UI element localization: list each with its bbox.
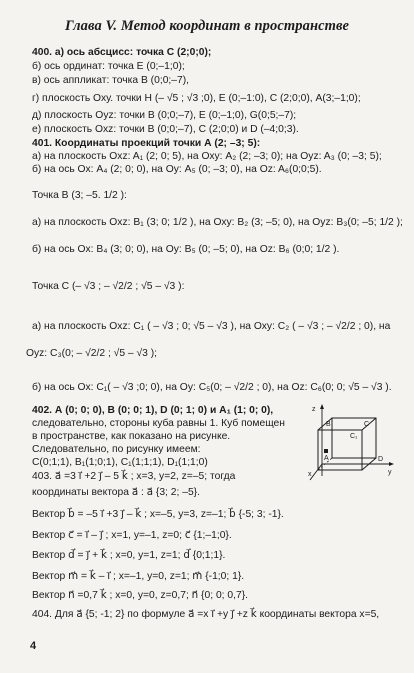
x-axis-line	[310, 464, 322, 480]
text-line: а) на плоскость Oxz: A₁ (2; 0; 5), на Оху: A₂ (2; –3; 0); на Oyz: A₃ (0; –3; 5);	[32, 151, 382, 162]
text-line: а) на плоскость Oxz: C₁ ( – √3 ; 0; √5 – √3 ), на Оху: C₂ ( – √3 ; – √2/2 ; 0), на	[32, 321, 391, 332]
text-line: г) плоскость Оху. точки Н (– √5 ; √3 ;0), Е (0;–1:0), С (2;0;0), А(3;–1;0);	[32, 93, 361, 104]
text-line: 403. a⃗ =3 i⃗ +2 j⃗ – 5 k⃗ ; х=3, у=2, z=–5; тогда	[32, 471, 236, 482]
text-line: в пространстве, как показано на рисунке.	[32, 431, 231, 442]
chapter-title: Глава V. Метод координат в пространстве	[65, 18, 349, 34]
y-axis-arrow	[389, 462, 394, 466]
text-line: д) плоскость Oyz: точки В (0;0;–7), Е (0;–1;0), G(0;5;–7);	[32, 110, 297, 121]
text-line: Вектор m⃗ = k⃗ – i⃗ ; х=–1, у=0, z=1; m⃗ {-1;0; 1}.	[32, 571, 245, 582]
text-line: 400. а) ось абсцисс: точка С (2;0;0);	[32, 47, 212, 58]
text-line: 404. Для a⃗ {5; -1; 2} по формуле a⃗ =x i⃗ +y j⃗ +z k⃗ координаты вектора x=5,	[32, 609, 380, 620]
label-c1: C₁	[350, 433, 358, 440]
cube-figure	[308, 404, 394, 482]
text-line: 401. Координаты проекций точки А (2; –3; 5):	[32, 138, 261, 149]
text-line: Вектор b⃗ = –5 i⃗ +3 j⃗ – k⃗ ; х=–5, у=3, z=–1; b⃗ {-5; 3; -1}.	[32, 509, 284, 520]
text-line: 402. А (0; 0; 0), В (0; 0; 1), D (0; 1; 0) и A₁ (1; 0; 0),	[32, 405, 274, 416]
label-x: x	[308, 471, 312, 478]
text-line: координаты вектора a⃗ : a⃗ {3; 2; –5}.	[32, 487, 200, 498]
label-y: y	[388, 469, 392, 476]
cube-center-marker	[324, 449, 328, 453]
label-a: A	[324, 455, 329, 462]
z-axis-arrow	[320, 404, 324, 409]
text-line: следовательно, стороны куба равны 1. Куб помещен	[32, 418, 285, 429]
text-line: Вектор n⃗ =0,7 k⃗ ; х=0, у=0, z=0,7; n⃗ {0; 0; 0,7}.	[32, 590, 249, 601]
text-line: б) на ось Ох: B₄ (3; 0; 0), на Оу: B₅ (0; –5; 0), на Oz: B₆ (0;0; 1/2 ).	[32, 244, 340, 255]
text-line: в) ось аппликат: точка В (0;0;–7),	[32, 75, 190, 86]
label-d: D	[378, 456, 384, 463]
text-line: Точка С (– √3 ; – √2/2 ; √5 – √3 ):	[32, 281, 185, 292]
page-number: 4	[30, 640, 37, 652]
text-line: Точка В (3; –5. 1/2 ):	[32, 190, 127, 201]
cube-diagram	[308, 404, 394, 482]
label-c: C	[364, 421, 370, 428]
text-line: Вектор c⃗ = i⃗ – j⃗ ; х=1, у=–1, z=0; c⃗ {1;–1;0}.	[32, 530, 232, 541]
text-line: Oyz: C₃(0; – √2/2 ; √5 – √3 );	[26, 348, 158, 359]
text-line: б) на ось Ох: C₁( – √3 ;0; 0), на Оу: C₅(0; – √2/2 ; 0), на Oz: C₆(0; 0; √5 – √3 ).	[32, 382, 392, 393]
text-line: Следовательно, по рисунку имеем:	[32, 444, 201, 455]
text-line: б) на ось Ох: A₄ (2; 0; 0), на Оу: A₅ (0; –3; 0), на Oz: A₆(0;0;5).	[32, 164, 322, 175]
text-line: а) на плоскость Oxz: B₁ (3; 0; 1/2 ), на Оху: B₂ (3; –5; 0), на Oyz: B₃(0; –5; 1/2 );	[32, 217, 403, 228]
text-line: С(0;1;1), В₁(1;0;1), С₁(1;1;1), D₁(1;1;0)	[32, 457, 208, 468]
text-line: б) ось ординат: точка Е (0;–1;0);	[32, 61, 185, 72]
label-b: B	[326, 421, 331, 428]
text-line: е) плоскость Oxz: точки В (0;0;–7), С (2;0;0) и D (–4;0;3).	[32, 124, 299, 135]
text-line: Вектор d⃗ = j⃗ + k⃗ ; х=0, у=1, z=1; d⃗ {0;1;1}.	[32, 550, 226, 561]
label-z: z	[312, 406, 316, 413]
